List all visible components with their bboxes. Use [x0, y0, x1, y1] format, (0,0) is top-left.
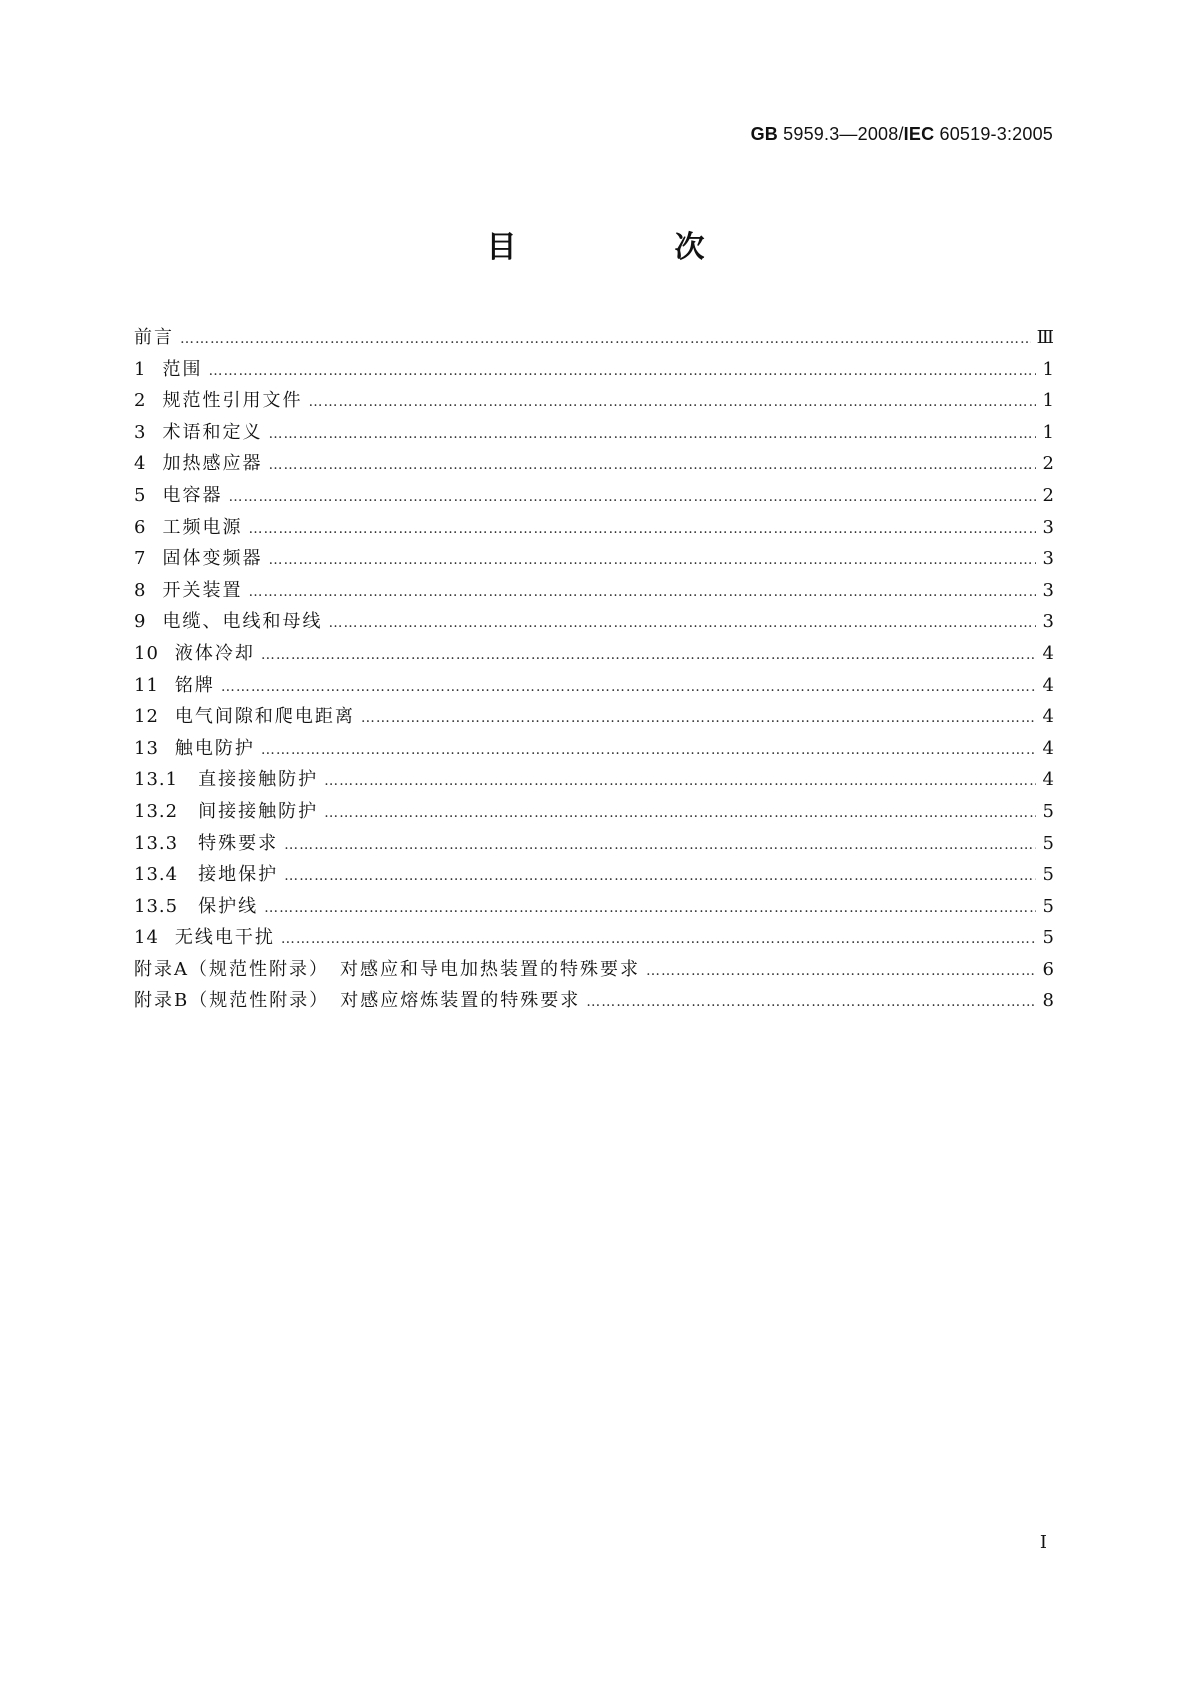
toc-dot-leader	[284, 861, 1036, 893]
toc-entry[interactable]	[134, 985, 1054, 1017]
toc-entry[interactable]	[134, 512, 1054, 544]
toc-entry-number: 7	[134, 548, 147, 570]
toc-entry-title: 特殊要求	[198, 832, 279, 854]
toc-dot-leader	[261, 640, 1036, 672]
standard-number: 5959.3—2008/	[777, 124, 904, 144]
toc-entry[interactable]	[134, 922, 1054, 954]
toc-dot-leader	[284, 830, 1036, 862]
toc-entry-page: 1	[1042, 390, 1054, 412]
toc-entry-title: 规范性引用文件	[162, 390, 303, 412]
toc-entry-page: 3	[1042, 579, 1054, 601]
toc-entry-title: 范围	[162, 358, 203, 380]
toc-entry-number: 12	[134, 706, 159, 728]
toc-entry-page: 5	[1042, 895, 1054, 917]
toc-entry-page: 6	[1042, 958, 1054, 980]
toc-entry-title: 铭牌	[174, 674, 215, 696]
toc-entry[interactable]	[134, 764, 1054, 796]
toc-entry[interactable]	[134, 733, 1054, 765]
toc-dot-leader	[268, 545, 1036, 577]
toc-dot-leader	[268, 450, 1036, 482]
toc-entry-number: 10	[134, 642, 159, 664]
toc-entry-page: 4	[1042, 706, 1054, 728]
toc-entry[interactable]	[134, 828, 1054, 860]
toc-entry-page: 4	[1042, 642, 1054, 664]
toc-entry-page: 5	[1042, 832, 1054, 854]
toc-dot-leader	[281, 924, 1036, 956]
toc-dot-leader	[180, 324, 1031, 356]
page-number: I	[1039, 1532, 1047, 1553]
toc-entry-number: 13.4	[134, 864, 179, 886]
toc-entry[interactable]	[134, 891, 1054, 923]
toc-entry-page: 5	[1042, 864, 1054, 886]
toc-entry-title: 工频电源	[162, 516, 243, 538]
toc-entry[interactable]	[134, 480, 1054, 512]
toc-entry-page: 8	[1042, 990, 1054, 1012]
toc-entry-page: 3	[1042, 611, 1054, 633]
toc-entry-title: 液体冷却	[174, 642, 255, 664]
toc-dot-leader	[228, 482, 1036, 514]
toc-entry-number: 2	[134, 390, 147, 412]
standard-iec-number: 60519-3:2005	[934, 124, 1053, 144]
toc-entry-number: 8	[134, 579, 147, 601]
toc-dot-leader	[324, 766, 1036, 798]
toc-dot-leader	[586, 987, 1036, 1019]
toc-entry-number: 6	[134, 516, 147, 538]
toc-entry[interactable]	[134, 354, 1054, 386]
table-of-contents	[134, 322, 1054, 1017]
toc-entry-title: 触电防护	[174, 737, 255, 759]
toc-entry-title: 直接接触防护	[198, 769, 319, 791]
toc-dot-leader	[268, 419, 1036, 451]
toc-entry-title: 附录A（规范性附录） 对感应和导电加热装置的特殊要求	[134, 958, 640, 980]
toc-entry-page: 4	[1042, 737, 1054, 759]
toc-entry-title: 术语和定义	[162, 421, 263, 443]
toc-entry-title: 接地保护	[198, 864, 279, 886]
toc-entry-page: 2	[1042, 453, 1054, 475]
toc-entry-title: 电缆、电线和母线	[162, 611, 323, 633]
toc-dot-leader	[221, 672, 1036, 704]
toc-entry-title: 加热感应器	[162, 453, 263, 475]
toc-entry[interactable]	[134, 543, 1054, 575]
toc-dot-leader	[328, 608, 1036, 640]
toc-entry-number: 1	[134, 358, 147, 380]
toc-entry[interactable]	[134, 606, 1054, 638]
toc-entry-number: 4	[134, 453, 147, 475]
toc-entry-page: 1	[1042, 358, 1054, 380]
toc-entry-title: 间接接触防护	[198, 800, 319, 822]
standard-prefix-iec: IEC	[903, 124, 935, 144]
toc-entry[interactable]	[134, 385, 1054, 417]
toc-entry-number: 14	[134, 927, 159, 949]
toc-dot-leader	[261, 735, 1036, 767]
toc-entry-title: 电气间隙和爬电距离	[174, 706, 355, 728]
toc-entry-page: Ⅲ	[1036, 327, 1054, 348]
toc-entry[interactable]	[134, 670, 1054, 702]
toc-entry[interactable]	[134, 638, 1054, 670]
toc-entry-number: 13.3	[134, 832, 179, 854]
toc-entry-title: 固体变频器	[162, 548, 263, 570]
toc-entry[interactable]	[134, 417, 1054, 449]
toc-entry-title: 前言	[134, 327, 174, 348]
toc-entry-page: 2	[1042, 484, 1054, 506]
toc-entry-page: 1	[1042, 421, 1054, 443]
toc-entry-number: 13	[134, 737, 159, 759]
toc-entry-page: 3	[1042, 516, 1054, 538]
toc-entry-number: 11	[134, 674, 159, 696]
toc-dot-leader	[208, 356, 1036, 388]
toc-entry-page: 5	[1042, 927, 1054, 949]
toc-entry[interactable]	[134, 448, 1054, 480]
toc-entry-number: 13.2	[134, 800, 179, 822]
toc-entry-number: 13.5	[134, 895, 179, 917]
toc-entry[interactable]	[134, 322, 1054, 354]
toc-entry[interactable]	[134, 859, 1054, 891]
standard-prefix-gb: GB	[750, 124, 778, 144]
toc-dot-leader	[324, 798, 1036, 830]
toc-entry-page: 5	[1042, 800, 1054, 822]
toc-dot-leader	[361, 703, 1036, 735]
toc-entry[interactable]	[134, 701, 1054, 733]
toc-dot-leader	[248, 514, 1036, 546]
toc-dot-leader	[248, 577, 1036, 609]
toc-entry-number: 3	[134, 421, 147, 443]
standard-code	[751, 124, 1053, 145]
toc-entry-page: 4	[1042, 769, 1054, 791]
page-title: 目 次	[486, 230, 769, 265]
toc-dot-leader	[646, 956, 1036, 988]
toc-entry-title: 附录B（规范性附录） 对感应熔炼装置的特殊要求	[134, 990, 581, 1012]
toc-entry-number: 5	[134, 484, 147, 506]
toc-entry-page: 3	[1042, 548, 1054, 570]
toc-entry[interactable]	[134, 575, 1054, 607]
toc-entry-page: 4	[1042, 674, 1054, 696]
toc-entry[interactable]	[134, 954, 1054, 986]
toc-entry-title: 无线电干扰	[174, 927, 275, 949]
toc-entry-title: 保护线	[198, 895, 259, 917]
toc-dot-leader	[308, 387, 1036, 419]
toc-entry-number: 13.1	[134, 769, 179, 791]
toc-entry-title: 开关装置	[162, 579, 243, 601]
toc-dot-leader	[264, 893, 1036, 925]
toc-entry-number: 9	[134, 611, 147, 633]
toc-entry[interactable]	[134, 796, 1054, 828]
toc-entry-title: 电容器	[162, 484, 223, 506]
